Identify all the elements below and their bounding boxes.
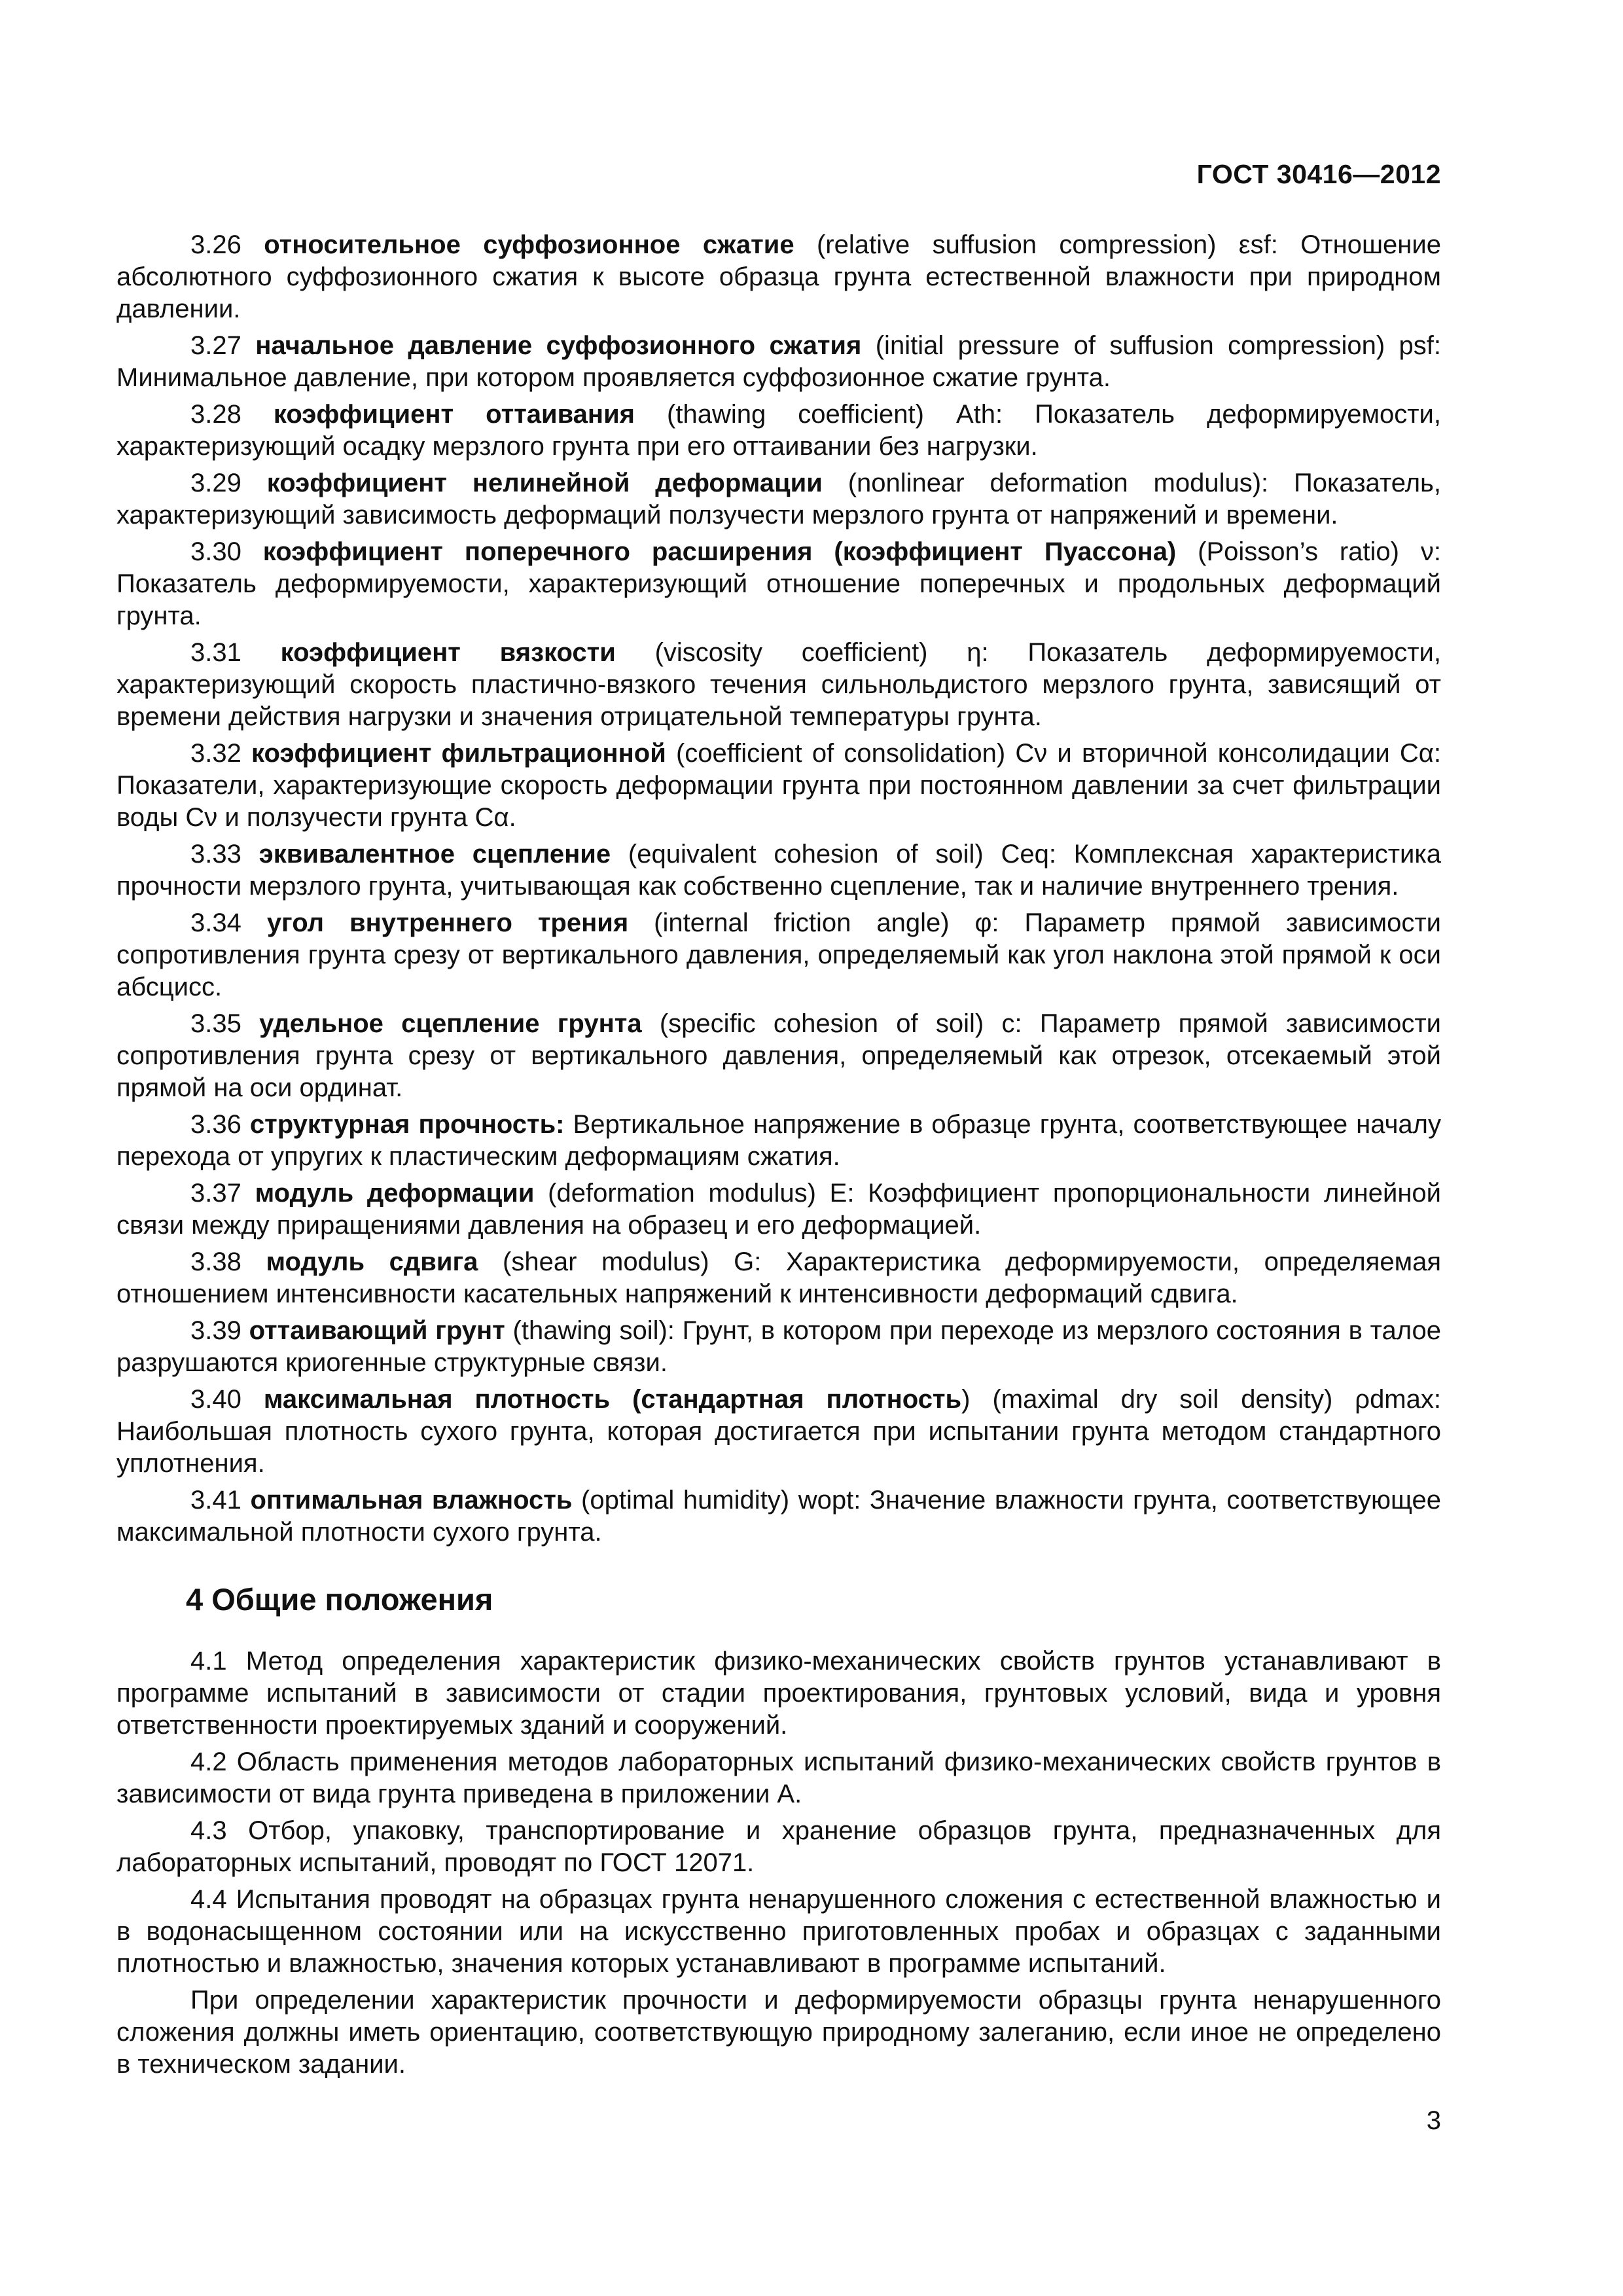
definition-text: ) (maximal dry soil density) ρdmax: Наибольшая плотность сухого грунта, которая достигается при испытании грунта методом стандартного уплотнения.	[116, 1385, 1441, 1478]
definition-number: 3.32	[190, 739, 241, 768]
section-paragraphs	[116, 1645, 1441, 2081]
definition-item	[116, 738, 1441, 834]
definition-number: 3.41	[190, 1486, 241, 1515]
definition-item	[116, 1484, 1441, 1549]
definition-term: модуль сдвига	[266, 1247, 478, 1276]
definition-term: коэффициент вязкости	[280, 638, 616, 667]
definition-term: коэффициент нелинейной деформации	[266, 469, 823, 497]
definition-number: 3.39	[190, 1316, 241, 1345]
definition-term: эквивалентное сцепление	[259, 840, 611, 869]
definition-number: 3.28	[190, 400, 241, 429]
definition-term: угол внутреннего трения	[266, 908, 629, 937]
definition-text: (viscosity coefficient) η: Показатель деформируемости, характеризующий скорость пластично-вязкого течения сильнольдистого мерзлого грунта, зависящий от времени действия нагрузки и значения отрицательной температуры грунта.	[116, 638, 1441, 731]
section-paragraph: 4.1 Метод определения характеристик физико-механических свойств грунтов устанавливают в программе испытаний в зависимости от стадии проектирования, грунтовых условий, вида и уровня ответственности проектируемых зданий и сооружений.	[116, 1647, 1441, 1740]
section-paragraph: 4.3 Отбор, упаковку, транспортирование и хранение образцов грунта, предназначенных для лабораторных испытаний, проводят по ГОСТ 12071.	[116, 1816, 1441, 1877]
definition-item	[116, 399, 1441, 463]
definition-item	[116, 907, 1441, 1003]
definition-text: (specific cohesion of soil) c: Параметр прямой зависимости сопротивления грунта срезу от вертикального давления, определяемый как отрезок, отсекаемый этой прямой на оси ординат.	[116, 1009, 1441, 1102]
definition-text: (relative suffusion compression) εsf: Отношение абсолютного суффозионного сжатия к высоте образца грунта естественной влажности при природном давлении.	[116, 230, 1441, 323]
definition-item	[116, 229, 1441, 325]
section-heading: 4 Общие положения	[186, 1582, 493, 1617]
definition-number: 3.37	[190, 1179, 241, 1208]
definition-term: оптимальная влажность	[250, 1486, 573, 1515]
definition-text: (coefficient of consolidation) Cν и вторичной консолидации Cα: Показатели, характеризующие скорость деформации грунта при постоянном давлении за счет фильтрации воды Cν и ползучести грунта Cα.	[116, 739, 1441, 832]
definition-number: 3.30	[190, 537, 241, 566]
definition-item	[116, 467, 1441, 531]
definition-item	[116, 536, 1441, 632]
definition-number: 3.35	[190, 1009, 241, 1038]
definition-item	[116, 1315, 1441, 1379]
section-paragraph: 4.2 Область применения методов лабораторных испытаний физико-механических свойств грунтов в зависимости от вида грунта приведена в приложении А.	[116, 1748, 1441, 1808]
definition-number: 3.26	[190, 230, 241, 259]
definition-term: коэффициент оттаивания	[273, 400, 635, 429]
definition-text: (equivalent cohesion of soil) Ceq: Комплексная характеристика прочности мерзлого грунта, учитывающая как собственно сцепление, так и наличие внутреннего трения.	[116, 840, 1441, 901]
page-content	[116, 229, 1441, 2085]
definition-term: относительное суффозионное сжатие	[264, 230, 794, 259]
definition-text: (thawing coefficient) Ath: Показатель деформируемости, характеризующий осадку мерзлого грунта при его оттаивании без нагрузки.	[116, 400, 1441, 461]
definition-item	[116, 1109, 1441, 1173]
definition-text: (nonlinear deformation modulus): Показатель, характеризующий зависимость деформаций ползучести мерзлого грунта от напряжений и времени.	[116, 469, 1441, 529]
definition-text: (internal friction angle) φ: Параметр прямой зависимости сопротивления грунта срезу от вертикального давления, определяемый как угол наклона этой прямой к оси абсцисс.	[116, 908, 1441, 1001]
definition-number: 3.38	[190, 1247, 241, 1276]
definition-number: 3.36	[190, 1110, 241, 1139]
section-paragraph: При определении характеристик прочности и деформируемости образцы грунта ненарушенного сложения должны иметь ориентацию, соответствующую природному залеганию, если иное не определено в техническом задании.	[116, 1986, 1441, 2079]
definition-number: 3.33	[190, 840, 241, 869]
definition-item	[116, 1246, 1441, 1310]
definition-text: (Poisson’s ratio) ν: Показатель деформируемости, характеризующий отношение поперечных и продольных деформаций грунта.	[116, 537, 1442, 630]
definition-number: 3.40	[190, 1385, 241, 1414]
definition-number: 3.27	[190, 331, 241, 360]
page-number: 3	[1426, 2106, 1441, 2135]
definition-text: (thawing soil): Грунт, в котором при переходе из мерзлого состояния в талое разрушаются криогенные структурные связи.	[116, 1316, 1441, 1377]
definition-item	[116, 1177, 1441, 1242]
definition-term: коэффициент поперечного расширения (коэффициент Пуассона)	[262, 537, 1177, 566]
definition-number: 3.31	[190, 638, 241, 667]
definition-number: 3.29	[190, 469, 241, 497]
definition-term: коэффициент фильтрационной	[251, 739, 666, 768]
definition-term: структурная прочность:	[249, 1110, 565, 1139]
definition-item	[116, 330, 1441, 394]
definition-item	[116, 1008, 1441, 1104]
definition-term: максимальная плотность (стандартная плотность	[263, 1385, 962, 1414]
definition-item	[116, 1384, 1441, 1480]
definition-text: (deformation modulus) E: Коэффициент пропорциональности линейной связи между приращениями давления на образец и его деформацией.	[116, 1179, 1441, 1240]
definition-text: (initial pressure of suffusion compression) psf: Минимальное давление, при котором проявляется суффозионное сжатие грунта.	[116, 331, 1442, 392]
definition-number: 3.34	[190, 908, 241, 937]
definition-term: модуль деформации	[255, 1179, 535, 1208]
definition-item	[116, 637, 1441, 733]
definition-term: начальное давление суффозионного сжатия	[255, 331, 862, 360]
definition-term: удельное сцепление грунта	[259, 1009, 642, 1038]
definition-item	[116, 838, 1441, 903]
section-paragraph: 4.4 Испытания проводят на образцах грунта ненарушенного сложения с естественной влажностью и в водонасыщенном состоянии или на искусственно приготовленных пробах и образцах с заданными плотностью и влажностью, значения которых устанавливают в программе испытаний.	[116, 1885, 1441, 1978]
definition-text: (optimal humidity) wopt: Значение влажности грунта, соответствующее максимальной плотности сухого грунта.	[116, 1486, 1442, 1547]
definitions-list	[116, 229, 1441, 1549]
definition-text: (shear modulus) G: Характеристика деформируемости, определяемая отношением интенсивности касательных напряжений к интенсивности деформаций сдвига.	[116, 1247, 1441, 1308]
definition-term: оттаивающий грунт	[249, 1316, 505, 1345]
document-code-header: ГОСТ 30416—2012	[1196, 159, 1441, 189]
definition-text: Вертикальное напряжение в образце грунта, соответствующее началу перехода от упругих к пластическим деформациям сжатия.	[116, 1110, 1441, 1171]
